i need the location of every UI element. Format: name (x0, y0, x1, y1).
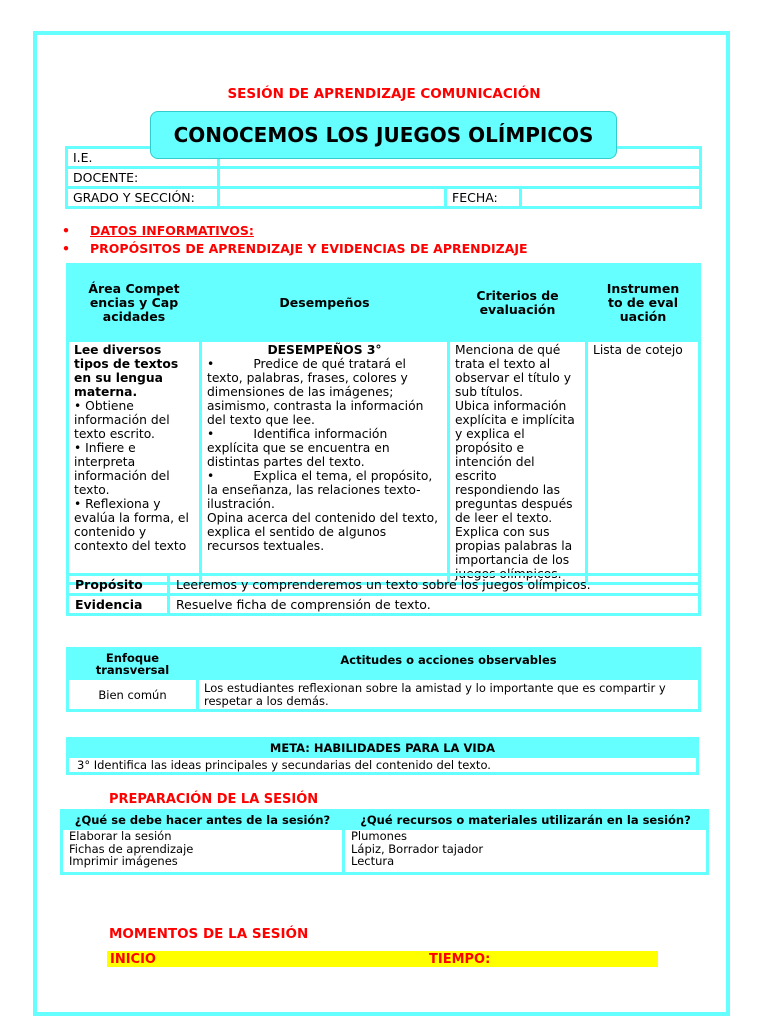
recurso-item: Plumones (351, 829, 408, 843)
desempeno-item: Opina acerca del contenido del texto, explica el sentido de algunos recursos textuales. (207, 511, 438, 553)
inicio-label: INICIO (110, 952, 156, 967)
evidencia-label: Evidencia (68, 595, 169, 615)
recurso-item: Lectura (351, 854, 395, 868)
criterio-item: Explica con sus propias palabras la importancia de los juegos olímpicos. (455, 525, 573, 581)
inicio-bar (107, 951, 658, 967)
grado-label: GRADO Y SECCIÓN: (67, 188, 219, 208)
header-instrumento: Instrumento de evaluación (587, 265, 700, 341)
criterios-cell (449, 341, 587, 584)
evidencia-value: Resuelve ficha de comprensión de texto. (169, 595, 700, 615)
bullet-list (62, 223, 528, 259)
fecha-label: FECHA: (446, 188, 521, 208)
area-item: • Obtiene información del texto escrito. (74, 399, 170, 441)
antes-item: Imprimir imágenes (69, 854, 178, 868)
area-item: • Infiere e interpreta información del texto. (74, 441, 170, 497)
competencias-table (66, 263, 701, 585)
antes-cell (62, 829, 344, 874)
actitud-value: Los estudiantes reflexionan sobre la amistad y lo importante que es compartir y respetar a los demás. (198, 679, 700, 711)
antes-item: Fichas de aprendizaje (69, 841, 194, 856)
area-cell (68, 341, 201, 584)
proposito-table (66, 573, 701, 616)
enfoque-table (66, 647, 701, 712)
fecha-value (521, 188, 701, 208)
header-desempenos: Desempeños (201, 265, 449, 341)
actitudes-header: Actitudes o acciones observables (198, 649, 700, 679)
meta-table (66, 737, 699, 775)
area-title: Lee diversos tipos de textos en su lengua materna. (74, 343, 179, 399)
preparacion-title: PREPARACIÓN DE LA SESIÓN (109, 792, 319, 807)
momentos-title: MOMENTOS DE LA SESIÓN (109, 926, 309, 942)
instrumento-cell: Lista de cotejo (587, 341, 700, 584)
desempeno-item: • Predice de qué tratará el texto, palabras, frases, colores y dimensiones de las imágenes; asimismo, contrasta la información del texto que lee. (207, 357, 428, 427)
proposito-value: Leeremos y comprenderemos un texto sobre los juegos olímpicos. (169, 575, 700, 595)
meta-title: META: HABILIDADES PARA LA VIDA (68, 739, 698, 757)
docente-label: DOCENTE: (67, 168, 219, 188)
meta-text: 3° Identifica las ideas principales y secundarias del contenido del texto. (68, 757, 698, 774)
header-area: Área Competencias y Capacidades (68, 265, 201, 341)
criterio-item: Ubica información explícita e implícita y explica el propósito e intención del escrito respondiendo las preguntas después de leer el texto. (455, 399, 575, 525)
area-item: • Reflexiona y evalúa la forma, el contenido y contexto del texto (74, 497, 189, 553)
session-title: SESIÓN DE APRENDIZAJE COMUNICACIÓN (227, 86, 541, 102)
criterio-item: Menciona de qué trata el texto al observar el título y sub títulos. (455, 343, 572, 399)
docente-value (219, 168, 701, 188)
antes-item: Elaborar la sesión (69, 829, 172, 843)
desempeno-item: • Identifica información explícita que se encuentra en distintas partes del texto. (207, 427, 394, 469)
ie-label: I.E. (67, 148, 219, 168)
desempeno-item: • Explica el tema, el propósito, la enseñanza, las relaciones texto-ilustración. (207, 469, 437, 511)
grado-value (219, 188, 446, 208)
proposito-label: Propósito (68, 575, 169, 595)
recursos-header: ¿Qué recursos o materiales utilizarán en la sesión? (344, 811, 708, 829)
enfoque-header: Enfoque transversal (68, 649, 198, 679)
tiempo-label: TIEMPO: (429, 952, 491, 967)
preparacion-table (60, 809, 709, 875)
enfoque-value: Bien común (68, 679, 198, 711)
desempenos-title: DESEMPEÑOS 3° (267, 343, 382, 357)
header-criterios: Criterios de evaluación (449, 265, 587, 341)
main-title: CONOCEMOS LOS JUEGOS OLÍMPICOS (150, 111, 617, 159)
recurso-item: Lápiz, Borrador tajador (351, 841, 484, 856)
desempenos-cell (201, 341, 449, 584)
antes-header: ¿Qué se debe hacer antes de la sesión? (62, 811, 344, 829)
recursos-cell (344, 829, 708, 874)
bullet-datos: • DATOS INFORMATIVOS: (62, 223, 254, 238)
bullet-propositos: • PROPÓSITOS DE APRENDIZAJE Y EVIDENCIAS DE APRENDIZAJE (62, 241, 528, 256)
